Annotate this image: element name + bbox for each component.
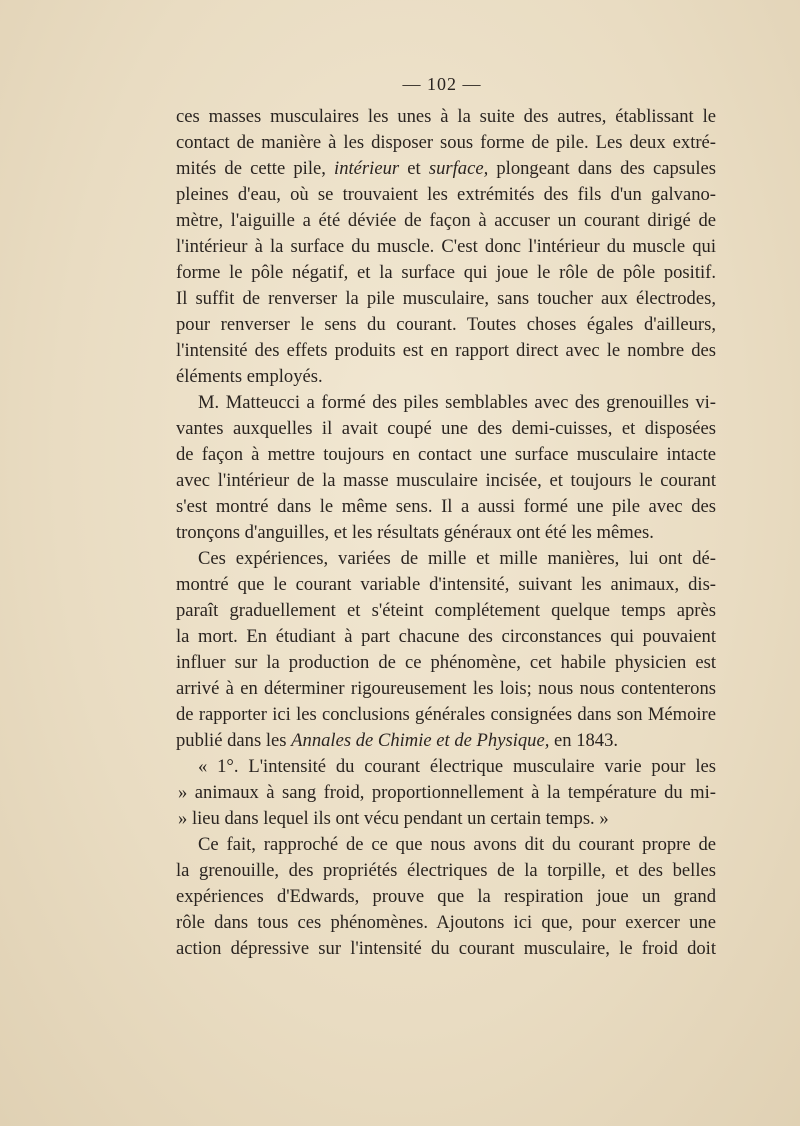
text-line: [176, 156, 716, 182]
text-run: » lieu dans lequel ils ont vécu pendant un certain temps. »: [178, 808, 609, 829]
text-run: « 1°. L'intensité du courant électrique musculaire varie pour les: [198, 756, 716, 777]
text-line: [176, 728, 716, 754]
italic-text: surface,: [428, 158, 489, 179]
text-run: vantes auxquelles il avait coupé une des demi-cuisses, et disposées: [176, 418, 716, 439]
text-line: [176, 754, 716, 780]
text-run: arrivé à en déterminer rigoureusement les lois; nous nous contenterons: [176, 678, 716, 699]
text-run: s'est montré dans le même sens. Il a aussi formé une pile avec des: [176, 496, 716, 517]
text-line: [176, 832, 716, 858]
text-run: Il suffit de renverser la pile musculaire, sans toucher aux électrodes,: [176, 288, 716, 309]
text-line: [176, 780, 716, 806]
text-run: en 1843.: [549, 730, 619, 751]
text-run: la grenouille, des propriétés électriques de la torpille, et des belles: [176, 860, 716, 881]
text-line: [176, 936, 716, 962]
text-line: [176, 520, 716, 546]
text-line: [176, 910, 716, 936]
text-line: [176, 572, 716, 598]
italic-text: intérieur: [334, 158, 400, 179]
text-line: [176, 416, 716, 442]
text-run: et: [399, 158, 429, 179]
text-line: [176, 702, 716, 728]
text-run: M. Matteucci a formé des piles semblables avec des grenouilles vi-: [198, 392, 716, 413]
text-run: paraît graduellement et s'éteint complétement quelque temps après: [176, 600, 716, 621]
text-line: [176, 442, 716, 468]
text-run: de façon à mettre toujours en contact une surface musculaire intacte: [176, 444, 716, 465]
text-run: publié dans les: [176, 730, 292, 751]
text-line: [176, 494, 716, 520]
text-line: [176, 806, 716, 832]
text-run: Ces expériences, variées de mille et mille manières, lui ont dé-: [198, 548, 716, 569]
text-line: [176, 234, 716, 260]
text-run: pleines d'eau, où se trouvaient les extrémités des fils d'un galvano-: [176, 184, 716, 205]
text-line: [176, 650, 716, 676]
text-run: Ce fait, rapproché de ce que nous avons dit du courant propre de: [198, 834, 716, 855]
text-line: [176, 546, 716, 572]
text-run: influer sur la production de ce phénomène, cet habile physicien est: [176, 652, 716, 673]
text-run: action dépressive sur l'intensité du courant musculaire, le froid doit: [176, 938, 716, 959]
text-line: [176, 598, 716, 624]
text-line: [176, 676, 716, 702]
text-line: [176, 390, 716, 416]
text-line: [176, 260, 716, 286]
text-run: l'intérieur à la surface du muscle. C'est donc l'intérieur du muscle qui: [176, 236, 716, 257]
text-line: [176, 104, 716, 130]
text-run: la mort. En étudiant à part chacune des circonstances qui pouvaient: [176, 626, 716, 647]
text-line: [176, 884, 716, 910]
text-run: montré que le courant variable d'intensité, suivant les animaux, dis-: [176, 574, 716, 595]
text-run: l'intensité des effets produits est en rapport direct avec le nombre des: [176, 340, 716, 361]
text-line: [176, 208, 716, 234]
text-line: [176, 286, 716, 312]
text-line: [176, 468, 716, 494]
text-run: expériences d'Edwards, prouve que la respiration joue un grand: [176, 886, 716, 907]
text-line: [176, 312, 716, 338]
text-run: tronçons d'anguilles, et les résultats généraux ont été les mêmes.: [176, 522, 654, 543]
text-run: éléments employés.: [176, 366, 323, 387]
text-run: mités de cette pile,: [176, 158, 335, 179]
text-run: rôle dans tous ces phénomènes. Ajoutons ici que, pour exercer une: [176, 912, 716, 933]
text-run: plongeant dans des capsules: [488, 158, 716, 179]
italic-text: Annales de Chimie et de Physique,: [291, 730, 550, 751]
text-run: contact de manière à les disposer sous forme de pile. Les deux extré-: [176, 132, 716, 153]
text-run: » animaux à sang froid, proportionnellement à la température du mi-: [178, 782, 716, 803]
text-line: [176, 338, 716, 364]
text-line: [176, 364, 716, 390]
text-run: avec l'intérieur de la masse musculaire incisée, et toujours le courant: [176, 470, 716, 491]
text-run: ces masses musculaires les unes à la suite des autres, établissant le: [176, 106, 716, 127]
page-number: — 102 —: [402, 74, 482, 94]
text-run: de rapporter ici les conclusions générales consignées dans son Mémoire: [176, 704, 716, 725]
body-text: [176, 104, 716, 962]
text-run: pour renverser le sens du courant. Toutes choses égales d'ailleurs,: [176, 314, 716, 335]
text-line: [176, 130, 716, 156]
text-run: mètre, l'aiguille a été déviée de façon à accuser un courant dirigé de: [176, 210, 716, 231]
text-run: forme le pôle négatif, et la surface qui joue le rôle de pôle positif.: [176, 262, 716, 283]
text-line: [176, 858, 716, 884]
text-line: [176, 624, 716, 650]
text-line: [176, 182, 716, 208]
